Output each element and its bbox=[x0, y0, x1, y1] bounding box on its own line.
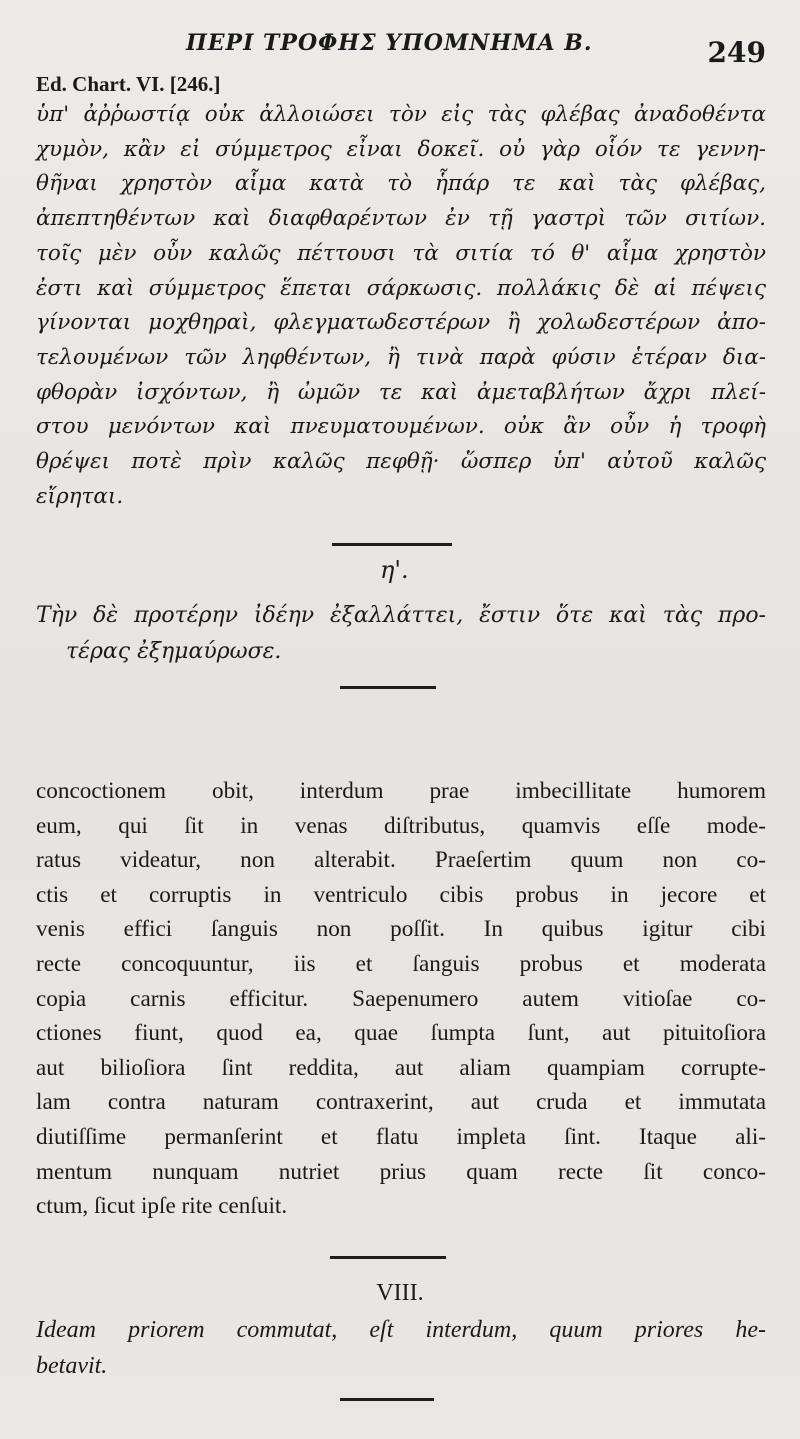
greek-line: τοῖς μὲν οὖν καλῶς πέττουσι τὰ σιτία τό θ' αἷμα χρηστὸν bbox=[36, 240, 766, 266]
latin-line: aut bilioſiora ſint reddita, aut aliam quampiam corrupte- bbox=[36, 1054, 766, 1081]
edition-reference: Ed. Chart. VI. [246.] bbox=[36, 72, 221, 96]
latin-line: ratus videatur, non alterabit. Praeſertim quum non co- bbox=[36, 847, 766, 874]
latin-lemma bbox=[36, 1312, 766, 1384]
greek-line: ἀπεπτηθέντων καὶ διαφθαρέντων ἐν τῇ γαστρὶ τῶν σιτίων. bbox=[36, 206, 766, 232]
latin-line: diutiſſime permanſerint et flatu impleta ſint. Itaque ali- bbox=[36, 1123, 766, 1150]
latin-line: lam contra naturam contraxerint, aut cruda et immutata bbox=[36, 1089, 766, 1116]
latin-line: concoctionem obit, interdum prae imbecillitate humorem bbox=[36, 778, 766, 804]
section-marker-greek: η'. bbox=[380, 556, 409, 584]
greek-lemma-line: Τὴν δὲ προτέρην ἰδέην ἐξαλλάττει, ἔστιν ὅτε καὶ τὰς προ- bbox=[36, 603, 766, 628]
section-divider bbox=[332, 543, 452, 546]
greek-line: θρέψει ποτὲ πρὶν καλῶς πεφθῇ· ὥσπερ ὑπ' αὐτοῦ καλῶς bbox=[36, 449, 766, 475]
greek-lemma-line: τέρας ἐξημαύρωσε. bbox=[66, 639, 282, 664]
latin-line: ctis et corruptis in ventriculo cibis probus in jecore et bbox=[36, 881, 766, 908]
latin-line: recte concoquuntur, iis et ſanguis probus et moderata bbox=[36, 950, 766, 977]
page-header bbox=[36, 30, 770, 70]
latin-translation-text bbox=[36, 774, 766, 1224]
greek-line: στου μενόντων καὶ πνευματουμένων. οὐκ ἂν οὖν ἡ τροφὴ bbox=[36, 414, 766, 440]
section-divider bbox=[340, 686, 436, 689]
greek-line: φθορὰν ἰσχόντων, ἢ ὠμῶν τε καὶ ἀμεταβλήτων ἄχρι πλεί- bbox=[36, 379, 766, 405]
greek-line: τελουμένων τῶν ληφθέντων, ἢ τινὰ παρὰ φύσιν ἑτέραν δια- bbox=[36, 344, 766, 370]
latin-line: mentum nunquam nutriet prius quam recte ſit conco- bbox=[36, 1158, 766, 1185]
running-title: ΠΕΡΙ ΤΡΟΦΗΣ ΥΠΟΜΝΗΜΑ Β. bbox=[186, 30, 593, 56]
greek-commentary-text bbox=[36, 98, 766, 514]
greek-line: ἐστι καὶ σύμμετρος ἕπεται σάρκωσις. πολλάκις δὲ αἱ πέψεις bbox=[36, 275, 766, 301]
latin-lemma-line: Ideam priorem commutat, eſt interdum, quum priores he- bbox=[36, 1317, 766, 1343]
section-marker-latin: VIII. bbox=[376, 1280, 424, 1306]
latin-line: eum, qui ſit in venas diſtributus, quamvis eſſe mode- bbox=[36, 812, 766, 839]
greek-line: γίνονται μοχθηραὶ, φλεγματωδεστέρων ἢ χολωδεστέρων ἀπο- bbox=[36, 310, 766, 336]
greek-line: χυμὸν, κἂν εἰ σύμμετρος εἶναι δοκεῖ. οὐ γὰρ οἷόν τε γεννη- bbox=[36, 136, 766, 162]
section-divider bbox=[340, 1398, 434, 1401]
latin-line: copia carnis efficitur. Saepenumero autem vitioſae co- bbox=[36, 985, 766, 1012]
page-number: 249 bbox=[707, 36, 766, 69]
latin-line: venis effici ſanguis non poſſit. In quibus igitur cibi bbox=[36, 916, 766, 943]
section-divider bbox=[330, 1256, 446, 1259]
greek-line: θῆναι χρηστὸν αἷμα κατὰ τὸ ἧπάρ τε καὶ τὰς φλέβας, bbox=[36, 171, 766, 197]
latin-line: ctiones fiunt, quod ea, quae ſumpta ſunt, aut pituitoſiora bbox=[36, 1020, 766, 1047]
greek-line: εἴρηται. bbox=[36, 483, 124, 509]
latin-line: ctum, ſicut ipſe rite cenſuit. bbox=[36, 1193, 288, 1220]
greek-line: ὑπ' ἀῤῥωστίᾳ οὐκ ἀλλοιώσει τὸν εἰς τὰς φλέβας ἀναδοθέντα bbox=[36, 102, 766, 127]
greek-lemma bbox=[36, 598, 766, 670]
latin-lemma-line: betavit. bbox=[36, 1353, 108, 1379]
